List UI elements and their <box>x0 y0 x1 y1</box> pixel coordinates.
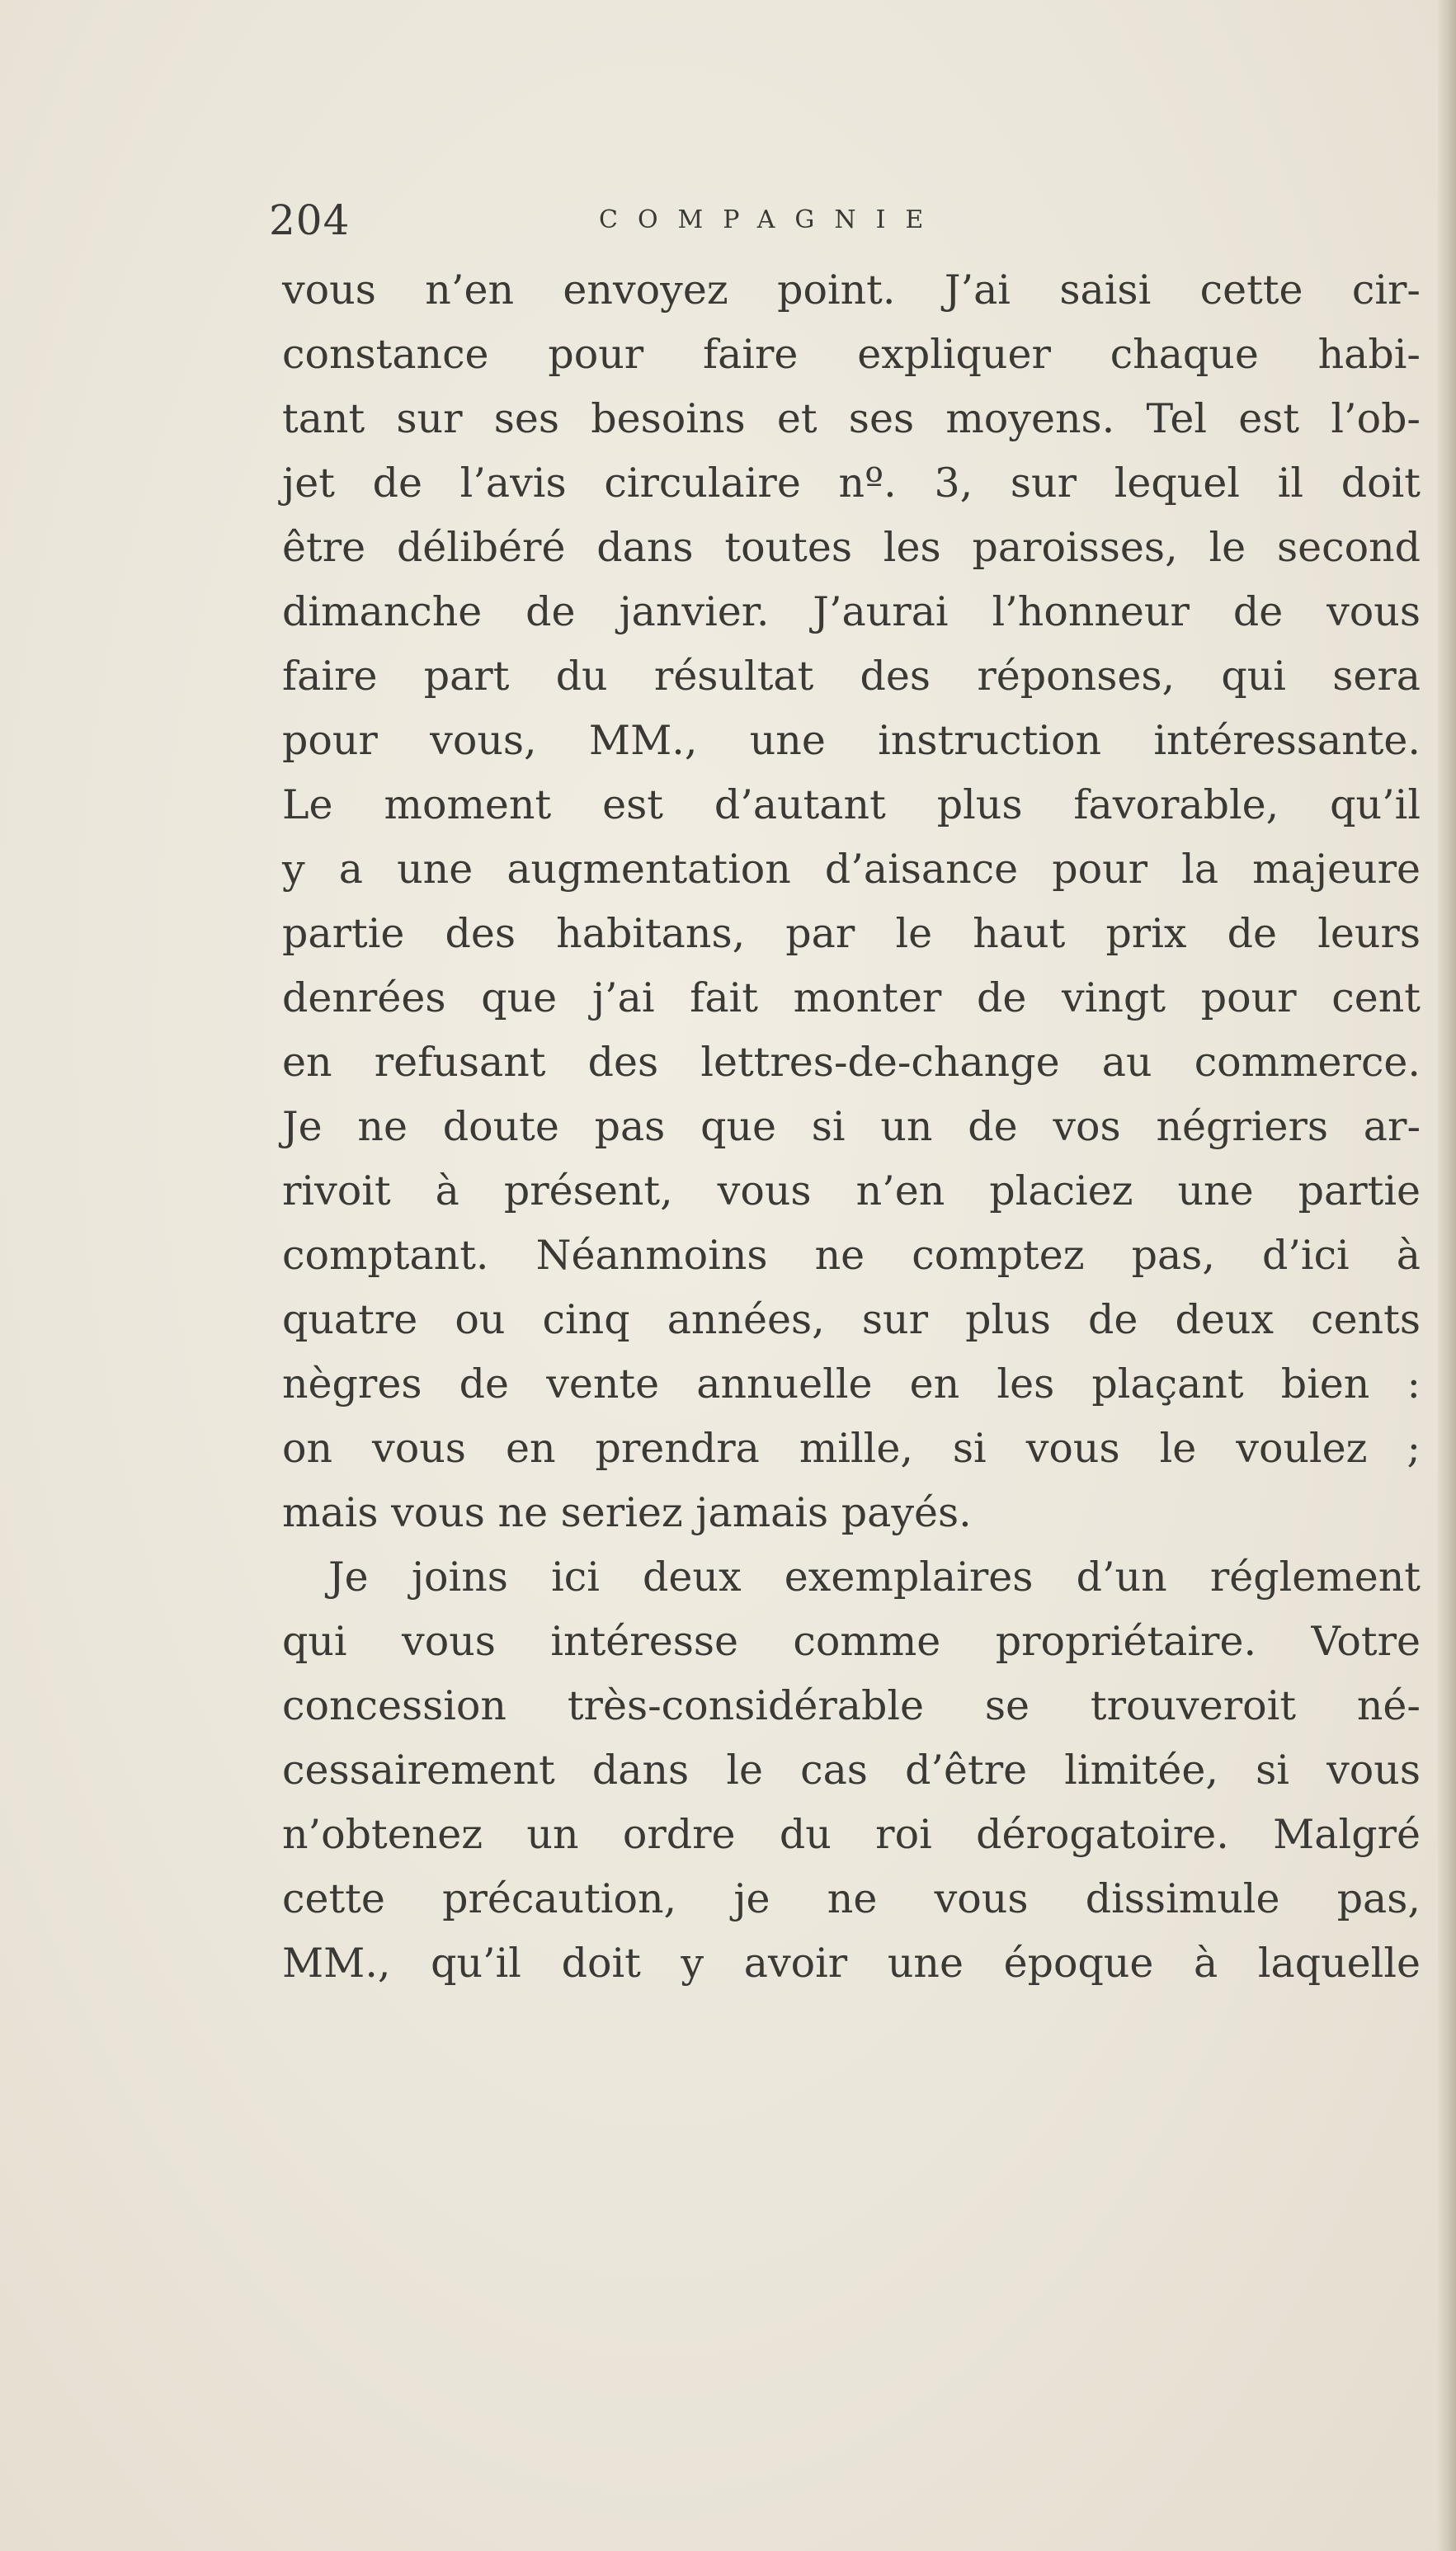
text-line-20: mais vous ne seriez jamais payés. <box>282 1489 972 1536</box>
text-line-14: Je ne doute pas que si un de vos négriers ar- <box>282 1103 1421 1150</box>
text-line-26: cette précaution, je ne vous dissimule pas, <box>282 1875 1421 1922</box>
text-line-24: cessairement dans le cas d’être limitée, si vous <box>282 1747 1421 1794</box>
text-line-4: jet de l’avis circulaire nº. 3, sur lequel il doit <box>282 460 1421 507</box>
text-line-19: on vous en prendra mille, si vous le voulez ; <box>282 1425 1421 1472</box>
text-line-7: faire part du résultat des réponses, qui sera <box>282 653 1421 700</box>
text-line-3: tant sur ses besoins et ses moyens. Tel est l’ob- <box>282 395 1421 442</box>
text-line-8: pour vous, MM., une instruction intéressante. <box>282 717 1421 764</box>
text-line-10: y a une augmentation d’aisance pour la majeure <box>282 846 1421 893</box>
page-edge-shadow <box>1438 0 1456 2551</box>
page-number: 204 <box>269 196 351 244</box>
text-line-16: comptant. Néanmoins ne comptez pas, d’ici à <box>282 1232 1421 1279</box>
text-line-18: nègres de vente annuelle en les plaçant bien : <box>282 1360 1421 1408</box>
text-line-1: vous n’en envoyez point. J’ai saisi cette cir- <box>282 266 1421 314</box>
running-head: COMPAGNIE <box>599 205 944 234</box>
page-header <box>269 191 1424 249</box>
text-line-27: MM., qu’il doit y avoir une époque à laquelle <box>282 1940 1421 1987</box>
text-line-17: quatre ou cinq années, sur plus de deux cents <box>282 1296 1421 1343</box>
text-line-5: être délibéré dans toutes les paroisses, le second <box>282 524 1421 571</box>
text-line-21: Je joins ici deux exemplaires d’un réglement <box>328 1554 1421 1601</box>
text-line-25: n’obtenez un ordre du roi dérogatoire. Malgré <box>282 1811 1421 1858</box>
text-line-22: qui vous intéresse comme propriétaire. Votre <box>282 1618 1421 1665</box>
text-line-9: Le moment est d’autant plus favorable, qu’il <box>282 781 1421 828</box>
text-line-11: partie des habitans, par le haut prix de leurs <box>282 910 1421 957</box>
text-line-12: denrées que j’ai fait monter de vingt pour cent <box>282 974 1421 1021</box>
text-line-15: rivoit à présent, vous n’en placiez une partie <box>282 1167 1421 1214</box>
text-line-6: dimanche de janvier. J’aurai l’honneur de vous <box>282 588 1421 635</box>
text-line-2: constance pour faire expliquer chaque habi- <box>282 331 1421 378</box>
body-text <box>282 258 1421 1996</box>
text-line-23: concession très-considérable se trouveroit né- <box>282 1682 1421 1729</box>
text-line-13: en refusant des lettres-de-change au commerce. <box>282 1039 1421 1086</box>
